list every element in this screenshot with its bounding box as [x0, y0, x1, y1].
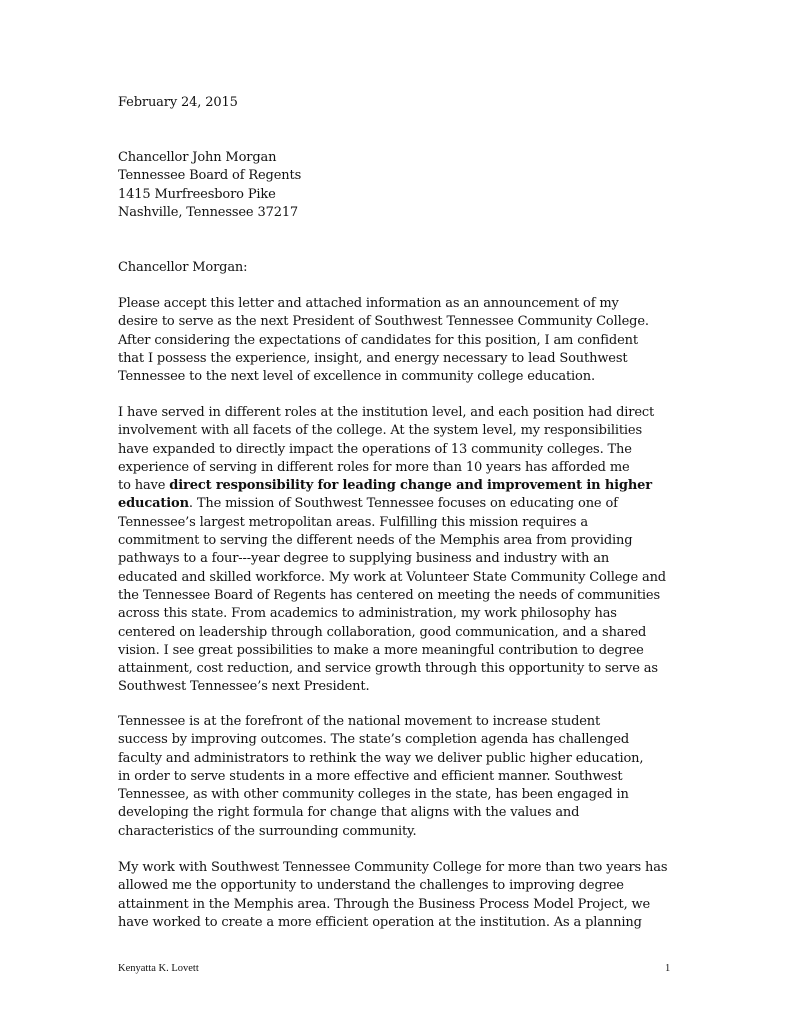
paragraph-line: desire to serve as the next President of Southwest Tennessee Community College.	[118, 314, 649, 330]
paragraph-line: success by improving outcomes. The state’s completion agenda has challenged	[118, 732, 630, 748]
paragraph-line: My work with Southwest Tennessee Community College for more than two years has	[118, 860, 668, 875]
paragraph-line: pathways to a four---year degree to supplying business and industry with an	[118, 551, 610, 567]
page-number: 1	[665, 963, 671, 974]
paragraph-line: Tennessee’s largest metropolitan areas. Fulfilling this mission requires a	[118, 514, 589, 530]
salutation	[118, 259, 678, 277]
paragraph-line: have expanded to directly impact the operations of 13 community colleges. The	[118, 441, 632, 457]
paragraph-line: Tennessee to the next level of excellence in community college education.	[118, 369, 595, 385]
paragraph-line: Southwest Tennessee’s next President.	[118, 679, 370, 695]
paragraph-line: educated and skilled workforce. My work at Volunteer State Community College and	[118, 569, 666, 585]
address-line: Tennessee Board of Regents	[118, 168, 302, 184]
paragraph-line: characteristics of the surrounding community.	[118, 823, 417, 839]
salutation-text: Chancellor Morgan:	[118, 260, 248, 275]
recipient-address	[118, 149, 678, 222]
paragraph-line: Tennessee, as with other community colleges in the state, has been engaged in	[118, 787, 629, 803]
address-line: 1415 Murfreesboro Pike	[118, 186, 276, 202]
address-line: Nashville, Tennessee 37217	[118, 204, 299, 220]
date-text: February 24, 2015	[118, 95, 238, 110]
paragraph-line: have worked to create a more efficient operation at the institution. As a planning	[118, 914, 642, 930]
paragraph-line: involvement with all facets of the college. At the system level, my responsibilities	[118, 423, 642, 439]
paragraph-line	[118, 495, 678, 513]
line-rest: . The mission of Southwest Tennessee focuses on educating one of	[188, 496, 618, 512]
paragraph-line: vision. I see great possibilities to make a more meaningful contribution to degree	[118, 642, 644, 658]
paragraph-line: commitment to serving the different needs of the Memphis area from providing	[118, 533, 633, 549]
paragraph-line: experience of serving in different roles for more than 10 years has afforded me	[118, 459, 630, 475]
paragraph-2	[118, 404, 678, 697]
line-prefix: to have	[118, 478, 170, 494]
paragraph-line: developing the right formula for change that aligns with the values and	[118, 805, 580, 821]
address-line: Chancellor John Morgan	[118, 150, 277, 165]
bold-phrase: direct responsibility for leading change and improvement in higher	[169, 478, 652, 494]
paragraph-line: After considering the expectations of candidates for this position, I am confident	[118, 332, 638, 348]
footer-author: Kenyatta K. Lovett	[118, 963, 199, 974]
paragraph-line: the Tennessee Board of Regents has centered on meeting the needs of communities	[118, 587, 660, 603]
paragraph-line: allowed me the opportunity to understand the challenges to improving degree	[118, 878, 624, 894]
paragraph-line: Please accept this letter and attached information as an announcement of my	[118, 296, 619, 311]
paragraph-line: in order to serve students in a more effective and efficient manner. Southwest	[118, 768, 623, 784]
paragraph-line: across this state. From academics to administration, my work philosophy has	[118, 606, 617, 622]
paragraph-line: that I possess the experience, insight, and energy necessary to lead Southwest	[118, 350, 628, 366]
letter-date	[118, 94, 678, 112]
paragraph-line: centered on leadership through collaboration, good communication, and a shared	[118, 624, 647, 640]
paragraph-line: I have served in different roles at the institution level, and each position had direct	[118, 405, 655, 420]
paragraph-line: attainment in the Memphis area. Through the Business Process Model Project, we	[118, 896, 651, 912]
paragraph-line: attainment, cost reduction, and service growth through this opportunity to serve as	[118, 661, 658, 677]
bold-phrase: education	[118, 496, 189, 512]
paragraph-1	[118, 295, 678, 386]
paragraph-line: faculty and administrators to rethink the way we deliver public higher education,	[118, 750, 644, 766]
paragraph-line	[118, 477, 678, 495]
paragraph-line: Tennessee is at the forefront of the national movement to increase student	[118, 714, 601, 729]
paragraph-4	[118, 859, 678, 932]
paragraph-3	[118, 713, 678, 841]
